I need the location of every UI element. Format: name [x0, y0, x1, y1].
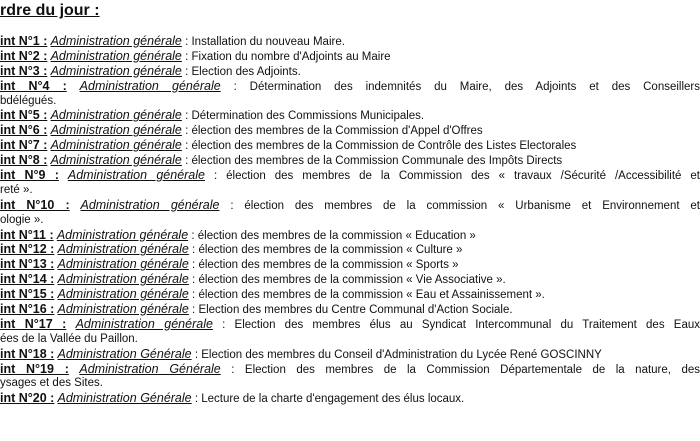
item-separator: : [212, 318, 235, 331]
item-description: élection des membres de la Commission d'Appel d'Offres [191, 125, 483, 138]
item-description: Installation du nouveau Maire. [191, 36, 345, 48]
item-category: Administration générale [50, 123, 182, 138]
item-category: Administration générale [75, 316, 213, 331]
item-category: Administration générale [57, 272, 189, 287]
agenda-item [0, 153, 700, 168]
item-category: Administration générale [50, 138, 182, 153]
agenda-item [0, 362, 700, 392]
item-description: élection des membres de la commission « Urbanisme et Environnement et [244, 199, 700, 212]
item-category: Administration Générale [79, 361, 221, 376]
item-number: int N°18 : [0, 346, 55, 361]
agenda-item [0, 34, 700, 49]
item-category: Administration générale [79, 78, 221, 93]
item-number: int N°14 : [0, 272, 55, 287]
item-separator: : [181, 155, 192, 168]
agenda-item [0, 49, 700, 64]
item-separator: : [188, 259, 199, 272]
item-number: int N°7 : [0, 138, 48, 153]
agenda-item [0, 108, 700, 123]
agenda-line [0, 138, 700, 153]
item-description: élection des membres de la commission « Sports » [198, 259, 459, 272]
item-description: Election des membres élus au Syndicat Intercommunal du Traitement des Eaux [234, 318, 700, 331]
item-number: int N°15 : [0, 287, 55, 302]
item-description-continued: ysages et des Sites. [0, 377, 103, 390]
item-category: Administration Générale [57, 346, 192, 361]
item-number: int N°1 : [0, 34, 48, 48]
agenda-line [0, 347, 700, 362]
item-number: int N°12 : [0, 242, 55, 257]
item-number: int N°4 : [0, 78, 67, 93]
item-description: Lecture de la charte d'engagement des élus locaux. [201, 393, 465, 406]
agenda-line [0, 362, 700, 377]
agenda-item [0, 257, 700, 272]
item-description: élection des membres de la Commission de Contrôle des Listes Electorales [191, 140, 577, 153]
agenda-item [0, 123, 700, 138]
agenda-item [0, 64, 700, 79]
item-separator: : [181, 140, 192, 153]
item-category: Administration générale [80, 197, 220, 212]
item-category: Administration générale [57, 287, 189, 302]
item-number: int N°20 : [0, 391, 55, 406]
item-category: Administration générale [50, 48, 182, 63]
item-number: int N°5 : [0, 108, 48, 123]
agenda-item [0, 317, 700, 347]
agenda-item [0, 228, 700, 243]
item-separator: : [191, 348, 202, 361]
item-description: Election des Adjoints. [191, 65, 301, 78]
item-category: Administration générale [57, 257, 189, 272]
agenda-line [0, 198, 700, 213]
item-number: int N°13 : [0, 257, 55, 272]
agenda-line [0, 257, 700, 272]
item-category: Administration générale [50, 153, 182, 168]
agenda-item [0, 272, 700, 287]
item-separator: : [181, 36, 192, 48]
item-separator: : [220, 363, 245, 376]
agenda-line [0, 391, 700, 406]
item-description-continued: reté ». [0, 183, 33, 196]
agenda-list [0, 34, 700, 406]
agenda-line [0, 317, 700, 332]
item-number: int N°3 : [0, 63, 48, 78]
agenda-item [0, 138, 700, 153]
item-description: Election des membres du Centre Communal d'Action Sociale. [198, 304, 513, 317]
agenda-line [0, 49, 700, 64]
item-separator: : [191, 393, 202, 406]
item-description: élection des membres de la commission « Eau et Assainissement ». [198, 289, 545, 302]
agenda-line [0, 287, 700, 302]
item-description-continued: bdélégués. [0, 94, 57, 107]
item-number: int N°16 : [0, 302, 55, 317]
item-number: int N°2 : [0, 48, 48, 63]
item-description: élection des membres de la commission « Vie Associative ». [198, 274, 506, 287]
agenda-line [0, 79, 700, 94]
agenda-item [0, 79, 700, 109]
item-separator: : [181, 125, 192, 138]
item-description: Fixation du nombre d'Adjoints au Maire [191, 50, 391, 63]
item-number: int N°6 : [0, 123, 48, 138]
item-separator: : [220, 80, 250, 93]
agenda-item [0, 391, 700, 406]
item-category: Administration générale [50, 63, 182, 78]
item-separator: : [188, 229, 198, 242]
item-number: int N°11 : [0, 227, 54, 242]
item-description: Election des membres du Conseil d'Administration du Lycée René GOSCINNY [201, 348, 602, 361]
agenda-line [0, 168, 700, 183]
item-separator: : [188, 289, 199, 302]
item-separator: : [181, 65, 192, 78]
item-category: Administration générale [57, 242, 189, 257]
item-description: Election des membres de la Commission Départementale de la nature, des [244, 363, 700, 376]
item-separator: : [219, 199, 245, 212]
agenda-line [0, 228, 700, 243]
item-description: Détermination des indemnités du Maire, des Adjoints et des Conseillers [249, 80, 700, 93]
item-description-continued: ées de la Vallée du Paillon. [0, 332, 138, 345]
agenda-line [0, 272, 700, 287]
item-category: Administration générale [56, 227, 189, 242]
item-category: Administration générale [50, 34, 182, 48]
item-separator: : [188, 274, 199, 287]
item-number: int N°17 : [0, 316, 67, 331]
item-description-continued: ologie ». [0, 213, 44, 226]
item-separator: : [205, 170, 227, 183]
item-category: Administration générale [50, 108, 182, 123]
item-number: int N°8 : [0, 153, 48, 168]
item-separator: : [181, 50, 192, 63]
agenda-item [0, 242, 700, 257]
item-category: Administration Générale [57, 391, 192, 406]
agenda-line [0, 242, 700, 257]
item-number: int N°10 : [0, 197, 70, 212]
item-description: élection des membres de la commission « Education » [197, 229, 476, 242]
agenda-line [0, 153, 700, 168]
agenda-line [0, 64, 700, 79]
item-number: int N°9 : [0, 168, 59, 183]
page-title: rdre du jour : [0, 2, 100, 19]
item-description: élection des membres de la Commission des « travaux /Sécurité /Accessibilité et [226, 170, 700, 183]
agenda-item [0, 287, 700, 302]
agenda-item [0, 347, 700, 362]
item-separator: : [188, 244, 199, 257]
item-number: int N°19 : [0, 361, 69, 376]
item-separator: : [181, 110, 192, 123]
agenda-line [0, 123, 700, 138]
agenda-line [0, 302, 700, 317]
item-description: Détermination des Commissions Municipales. [191, 110, 425, 123]
item-separator: : [188, 304, 199, 317]
agenda-item [0, 302, 700, 317]
agenda-line [0, 108, 700, 123]
item-description: élection des membres de la commission « Culture » [198, 244, 463, 257]
item-category: Administration générale [57, 302, 189, 317]
agenda-line [0, 34, 700, 49]
agenda-item [0, 198, 700, 228]
agenda-item [0, 168, 700, 198]
item-category: Administration générale [67, 168, 205, 183]
item-description: élection des membres de la Commission Communale des Impôts Directs [191, 155, 563, 168]
